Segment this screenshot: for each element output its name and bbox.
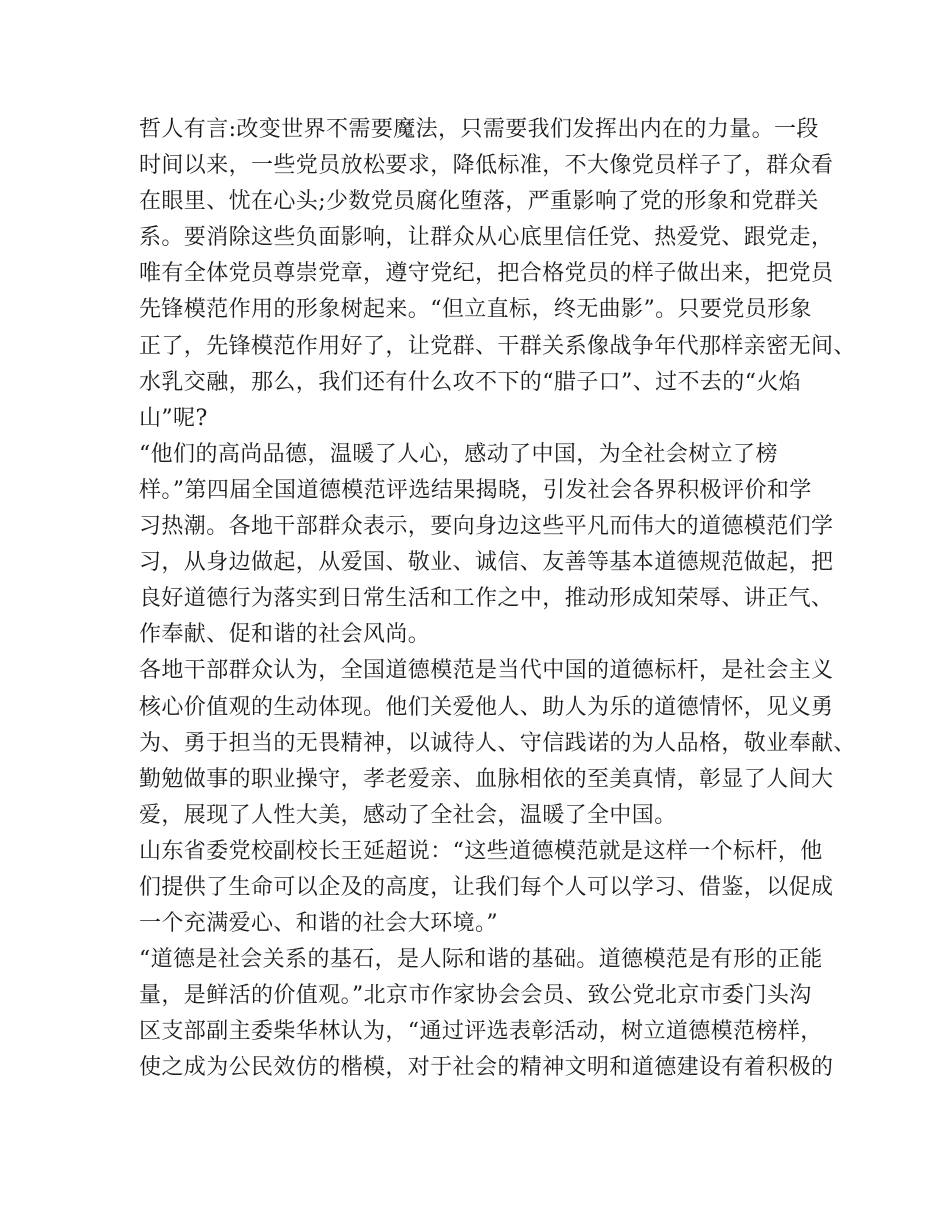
text-line: 样。”第四届全国道德模范评选结果揭晓，引发社会各界积极评价和学 — [139, 477, 812, 503]
text-line: 水乳交融，那么，我们还有什么攻不下的“腊子口”、过不去的“火焰 — [139, 369, 802, 395]
text-line: 们提供了生命可以企及的高度，让我们每个人可以学习、借鉴，以促成 — [139, 874, 834, 900]
text-line: 各地干部群众认为，全国道德模范是当代中国的道德标杆，是社会主义 — [139, 658, 834, 684]
text-line: 系。要消除这些负面影响，让群众从心底里信任党、热爱党、跟党走， — [139, 225, 834, 251]
text-line: 爱，展现了人性大美，感动了全社会，温暖了全中国。 — [139, 802, 677, 828]
text-line: 为、勇于担当的无畏精神，以诚待人、守信践诺的为人品格，敬业奉献、 — [139, 730, 856, 756]
text-line: “道德是社会关系的基石，是人际和谐的基础。道德模范是有形的正能 — [139, 947, 823, 973]
text-line: 习，从身边做起，从爱国、敬业、诚信、友善等基本道德规范做起，把 — [139, 550, 834, 576]
text-line: 一个充满爱心、和谐的社会大环境。” — [139, 911, 499, 937]
text-line: 良好道德行为落实到日常生活和工作之中，推动形成知荣辱、讲正气、 — [139, 586, 834, 612]
text-line: 核心价值观的生动体现。他们关爱他人、助人为乐的道德情怀，见义勇 — [139, 694, 834, 720]
text-line: 使之成为公民效仿的楷模，对于社会的精神文明和道德建设有着积极的 — [139, 1055, 834, 1081]
text-line: 量，是鲜活的价值观。”北京市作家协会会员、致公党北京市委门头沟 — [139, 983, 812, 1009]
text-line: 唯有全体党员尊崇党章，遵守党纪，把合格党员的样子做出来，把党员 — [139, 261, 834, 287]
text-line: 区支部副主委柴华林认为，“通过评选表彰活动，树立道德模范榜样， — [139, 1019, 823, 1045]
body-text — [139, 112, 856, 1087]
text-line: 山东省委党校副校长王延超说：“这些道德模范就是这样一个标杆，他 — [139, 838, 823, 864]
text-line: 先锋模范作用的形象树起来。“但立直标，终无曲影”。只要党员形象 — [139, 297, 812, 323]
text-line: 哲人有言:改变世界不需要魔法，只需要我们发挥出内在的力量。一段 — [139, 117, 819, 142]
text-line: 山”呢? — [139, 405, 208, 431]
text-line: 作奉献、促和谐的社会风尚。 — [139, 622, 431, 648]
text-line: 习热潮。各地干部群众表示，要向身边这些平凡而伟大的道德模范们学 — [139, 514, 834, 540]
text-line: 时间以来，一些党员放松要求，降低标准，不大像党员样子了，群众看 — [139, 153, 834, 179]
text-line: 在眼里、忧在心头;少数党员腐化堕落，严重影响了党的形象和党群关 — [139, 189, 819, 215]
text-line: 勤勉做事的职业操守，孝老爱亲、血脉相依的至美真情，彰显了人间大 — [139, 766, 834, 792]
text-line: “他们的高尚品德，温暖了人心，感动了中国，为全社会树立了榜 — [139, 441, 778, 467]
text-line: 正了，先锋模范作用好了，让党群、干群关系像战争年代那样亲密无间、 — [139, 333, 856, 359]
